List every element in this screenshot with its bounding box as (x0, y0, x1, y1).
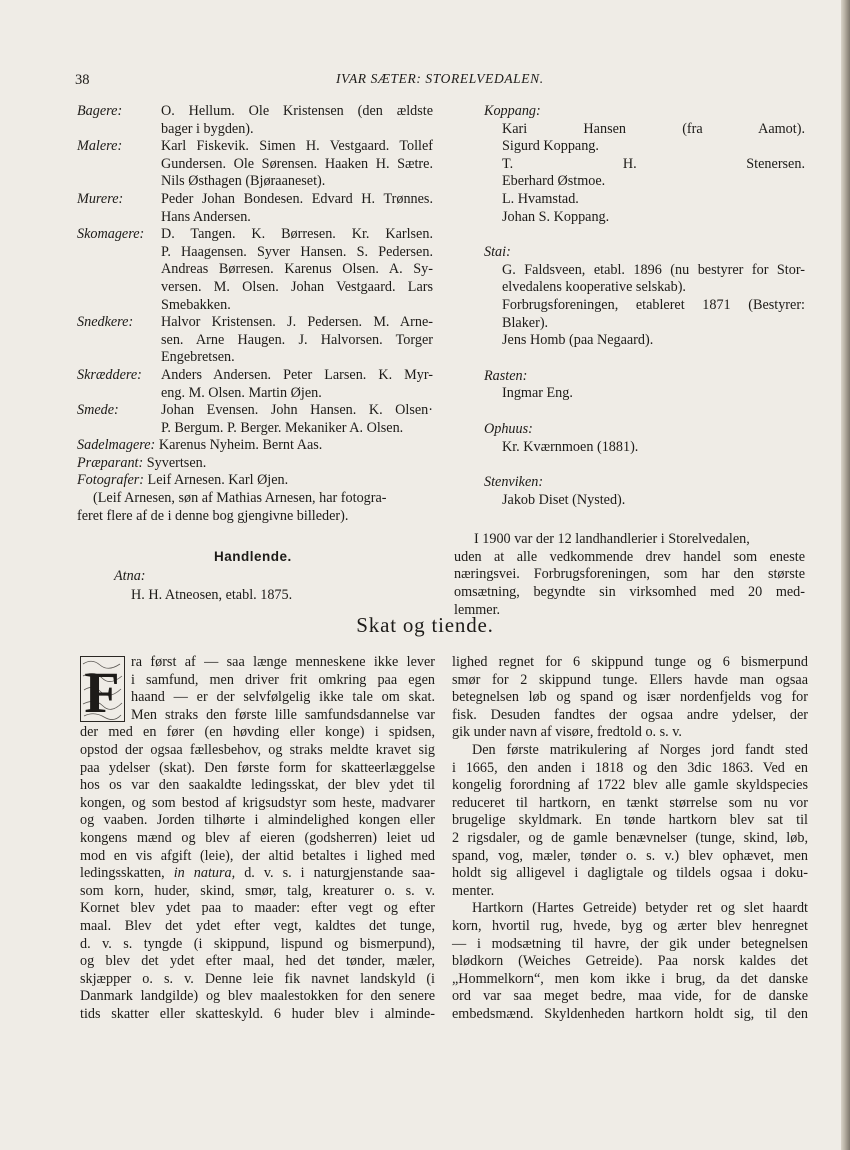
shop-section (482, 474, 805, 509)
body-left-column (80, 654, 435, 1023)
trade-line: Hans Andersen. (161, 208, 251, 225)
body-line: fisk. Desuden fandtes der ogsaa andre ydelser, der (452, 706, 808, 723)
body-line: 2 rigsdaler, og de gamle benævnelser (tunge, skind, løb, (452, 829, 808, 846)
para-line: omsætning, begyndte sin virksomhed med 20 med- (454, 584, 805, 601)
body-line: blødkorn (Weiches Getreide). Paa norsk kaldes det (452, 953, 808, 970)
trade-names (161, 402, 433, 437)
handlende-line: H. H. Atneosen, etabl. 1875. (131, 587, 293, 604)
body-line: d. v. s. tyngde (i skippund, lispund og bismerpund), (80, 935, 435, 952)
shop-line: Kari Hansen (fra Aamot). (502, 120, 805, 137)
trade-line: versen. M. Olsen. Johan Vestgaard. Lars (161, 278, 433, 295)
body-line: kongen, og som bestod af krigsudstyr som heste, madvarer (80, 794, 435, 811)
place-label: Stenviken: (484, 474, 544, 491)
trade-label: Fotografer: (77, 472, 144, 489)
para-line: uden at alle vedkommende drev handel som eneste (454, 548, 805, 565)
trade-names: Syvertsen. (146, 454, 207, 471)
handel-paragraph (454, 531, 805, 619)
trade-entry (77, 191, 433, 226)
trade-line: sen. Arne Haugen. J. Halvorsen. Torger (161, 331, 433, 348)
body-line: Danmark landgilde) og blev maalestokken for den senere (80, 988, 435, 1005)
trade-names (161, 191, 433, 226)
body-line: korn, hvortil rug, hvede, byg og ærter blev henregnet (452, 917, 808, 934)
trade-line: Engebretsen. (161, 349, 235, 366)
trade-entry (77, 314, 433, 367)
trade-entry (77, 103, 433, 138)
body-line: kongelig forordning af 1722 blev alle gamle skyldspecies (452, 777, 808, 794)
shop-section (482, 103, 805, 226)
section-title: Skat og tiende. (356, 613, 494, 637)
trade-names (161, 314, 433, 367)
text-run: ledingsskatten, (80, 865, 165, 882)
body-right-column (452, 654, 808, 1023)
body-line: paa ydelser (skat). Den første form for skatteerlæggelse (80, 759, 435, 776)
shop-line: Forbrugsforeningen, etableret 1871 (Bestyrer: (502, 296, 805, 313)
body-line: spand, vog, mæler, tønder o. s. v.) blev ophævet, men (452, 847, 808, 864)
body-line: hos os var den saakaldte ledingsskat, der blev ydet til (80, 777, 435, 794)
body-line: skjæpper o. s. v. Denne leie fik navnet landskyld (i (80, 970, 435, 987)
shop-line: Blaker). (502, 314, 549, 331)
drop-cap-letter: F (84, 660, 120, 722)
trade-label: Bagere: (77, 103, 123, 119)
page-edge (841, 0, 850, 1150)
body-line: smør for 2 skippund tunge. Ellers havde man ogsaa (452, 671, 808, 688)
trade-label: Smede: (77, 402, 119, 419)
shop-line: G. Faldsveen, etabl. 1896 (nu bestyrer for Stor- (502, 261, 805, 278)
body-line: „Hommelkorn“, men kom ikke i brug, da det danske (452, 970, 808, 987)
inline-entry (77, 472, 433, 490)
trade-label: Skræddere: (77, 366, 142, 383)
para-line: I 1900 var der 12 landhandlerier i Storelvedalen, (474, 531, 750, 548)
trade-names: Leif Arnesen. Karl Øjen. (147, 472, 289, 489)
body-line: gik under navn af visøre, fredtold o. s. v. (452, 724, 682, 741)
body-line: og blev det ydet efter maal, hed det tønder, mæler, (80, 953, 435, 970)
body-line: ord var saa meget bedre, maa vide, for de danske (452, 988, 808, 1005)
body-line: reduceret til hartkorn, en tænkt størrelse som nu vor (452, 794, 808, 811)
text-run: d. v. s. i naturgjenstande saa- (244, 865, 436, 882)
trade-label: Murere: (77, 190, 124, 207)
page-number: 38 (75, 72, 90, 88)
place-label: Rasten: (484, 367, 528, 384)
trade-line: P. Haagensen. Syver Hansen. S. Pedersen. (161, 243, 433, 260)
inline-entry (77, 437, 433, 455)
shop-section (482, 368, 805, 403)
shop-section (482, 421, 805, 456)
inline-entry (77, 455, 433, 473)
trade-names (161, 226, 433, 314)
trade-label: Sadelmagere: (77, 437, 156, 454)
trade-entry (77, 226, 433, 314)
shop-line: Jens Homb (paa Negaard). (502, 332, 654, 349)
trade-line: Nils Østhagen (Bjøraaneset). (161, 173, 326, 190)
trade-names: Karenus Nyheim. Bernt Aas. (158, 437, 323, 454)
shop-sections (482, 103, 805, 509)
trade-names (161, 103, 433, 138)
body-line: Hartkorn (Hartes Getreide) betyder ret og slet haardt (472, 900, 808, 917)
shop-line: Sigurd Koppang. (502, 138, 599, 155)
trade-line: Peder Johan Bondesen. Edvard H. Trønnes. (161, 190, 433, 207)
shop-line: elvedalens kooperative selskab). (502, 279, 686, 296)
handlende-place: Atna: (114, 567, 146, 584)
shop-line: Jakob Diset (Nysted). (502, 491, 626, 508)
body-line: Men straks den første lille samfundsdannelse var (131, 706, 435, 723)
body-line: Den første matrikulering af Norges jord fandt sted (472, 741, 808, 758)
body-line: mod en vis afgift (leie), der altid betaltes i lighed med (80, 847, 435, 864)
trade-entry (77, 367, 433, 402)
shop-section (482, 244, 805, 350)
trade-line: Andreas Børresen. Karenus Olsen. A. Sy- (161, 261, 433, 278)
trade-line: O. Hellum. Ole Kristensen (den ældste (161, 103, 433, 119)
trade-label: Malere: (77, 138, 123, 155)
body-line: maal. Blev det ydet efter vegt, kaldtes det tunge, (80, 917, 435, 934)
shop-line: L. Hvamstad. (502, 190, 579, 207)
right-column (454, 103, 805, 619)
italic-run: in natura, (173, 865, 236, 882)
place-label: Koppang: (484, 103, 541, 119)
body-line: brugelige skyldmark. En tønde hartkorn blev sat til (452, 812, 808, 829)
trade-line: Smebakken. (161, 296, 231, 313)
body-line: Kornet blev ydet paa to maader: efter vegt og efter (80, 900, 435, 917)
note-line: (Leif Arnesen, søn af Mathias Arnesen, har fotogra- (93, 490, 387, 507)
left-column (77, 103, 433, 605)
trade-entry (77, 138, 433, 191)
body-line: i samfund, men driver frit omkring paa egen (131, 671, 435, 688)
shop-line: Eberhard Østmoe. (502, 173, 606, 190)
drop-cap-f (80, 656, 125, 722)
trade-line: P. Bergum. P. Berger. Mekaniker A. Olsen. (161, 419, 404, 436)
body-line-mixed (80, 865, 435, 883)
trade-line: Johan Evensen. John Hansen. K. Olsen· (161, 402, 433, 419)
trade-entry (77, 402, 433, 437)
shop-line: Kr. Kværnmoen (1881). (502, 438, 639, 455)
shop-line: Ingmar Eng. (502, 385, 573, 402)
body-line: der med en fører (en høvding eller konge) i spidsen, (80, 724, 435, 741)
shop-line: T. H. Stenersen. (502, 155, 805, 172)
body-line: betegnelsen løb og spand og især nordenfjelds vog for (452, 689, 808, 706)
place-label: Ophuus: (484, 420, 533, 437)
fotograf-note (77, 490, 433, 525)
handlende-heading: Handlende. (214, 549, 292, 565)
trade-line: Halvor Kristensen. J. Pedersen. M. Arne- (161, 314, 433, 331)
body-line: og vaaben. Jorden tilhørte i almindelighed kongen eller (80, 812, 435, 829)
para-line: næringsvei. Forbrugsforeningen, som har den største (454, 566, 805, 583)
trade-label: Snedkere: (77, 314, 134, 331)
para-line: lemmer. (454, 601, 501, 618)
body-line: opstod der ogsaa fællesbehov, og straks meldte kravet sig (80, 741, 435, 758)
inline-entries (77, 437, 433, 490)
place-label: Stai: (484, 244, 511, 261)
body-line: menter. (452, 882, 495, 899)
running-head: IVAR SÆTER: STORELVEDALEN. (336, 71, 544, 86)
trade-line: Gundersen. Ole Sørensen. Haaken H. Sætre. (161, 155, 433, 172)
trade-line: eng. M. Olsen. Martin Øjen. (161, 384, 322, 401)
trade-names (161, 367, 433, 402)
trade-line: Karl Fiskevik. Simen H. Vestgaard. Tollef (161, 138, 433, 155)
trade-line: bager i bygden). (161, 120, 254, 137)
body-line: embedsmænd. Skyldenheden hartkorn holdt sig, til den (452, 1005, 808, 1022)
trades-list (77, 103, 433, 437)
trade-names (161, 138, 433, 191)
body-line: holdt sig alligevel i dagligtale og tildels ogsaa i doku- (452, 865, 808, 882)
trade-label: Præparant: (77, 454, 144, 471)
trade-label: Skomagere: (77, 226, 145, 243)
body-line: i 1665, den anden i 1818 og den 3dic 1863. Ved en (452, 759, 808, 776)
body-line: ra først af — saa længe menneskene ikke lever (131, 654, 435, 670)
body-line: — i modsætning til havre, der gik under betegnelsen (452, 935, 808, 952)
trade-line: Anders Andersen. Peter Larsen. K. Myr- (161, 366, 433, 383)
body-line: lighed regnet for 6 skippund tunge og 6 bismerpund (452, 654, 808, 670)
trade-line: D. Tangen. K. Børresen. Kr. Karlsen. (161, 226, 433, 243)
body-line: haand — er der selvfølgelig ikke tale om skat. (131, 689, 435, 706)
body-line: som korn, huder, skind, smør, talg, kreaturer o. s. v. (80, 882, 435, 899)
shop-line: Johan S. Koppang. (502, 208, 610, 225)
body-line: tids skatter eller skatteskyld. 6 huder blev i alminde- (80, 1005, 435, 1022)
body-right-text (452, 654, 808, 1023)
body-left-text (80, 654, 435, 1023)
note-line: feret flere af de i denne bog gjengivne billeder). (77, 507, 349, 524)
body-line: kongens mænd og blev af eieren (godsherren) leiet ud (80, 829, 435, 846)
